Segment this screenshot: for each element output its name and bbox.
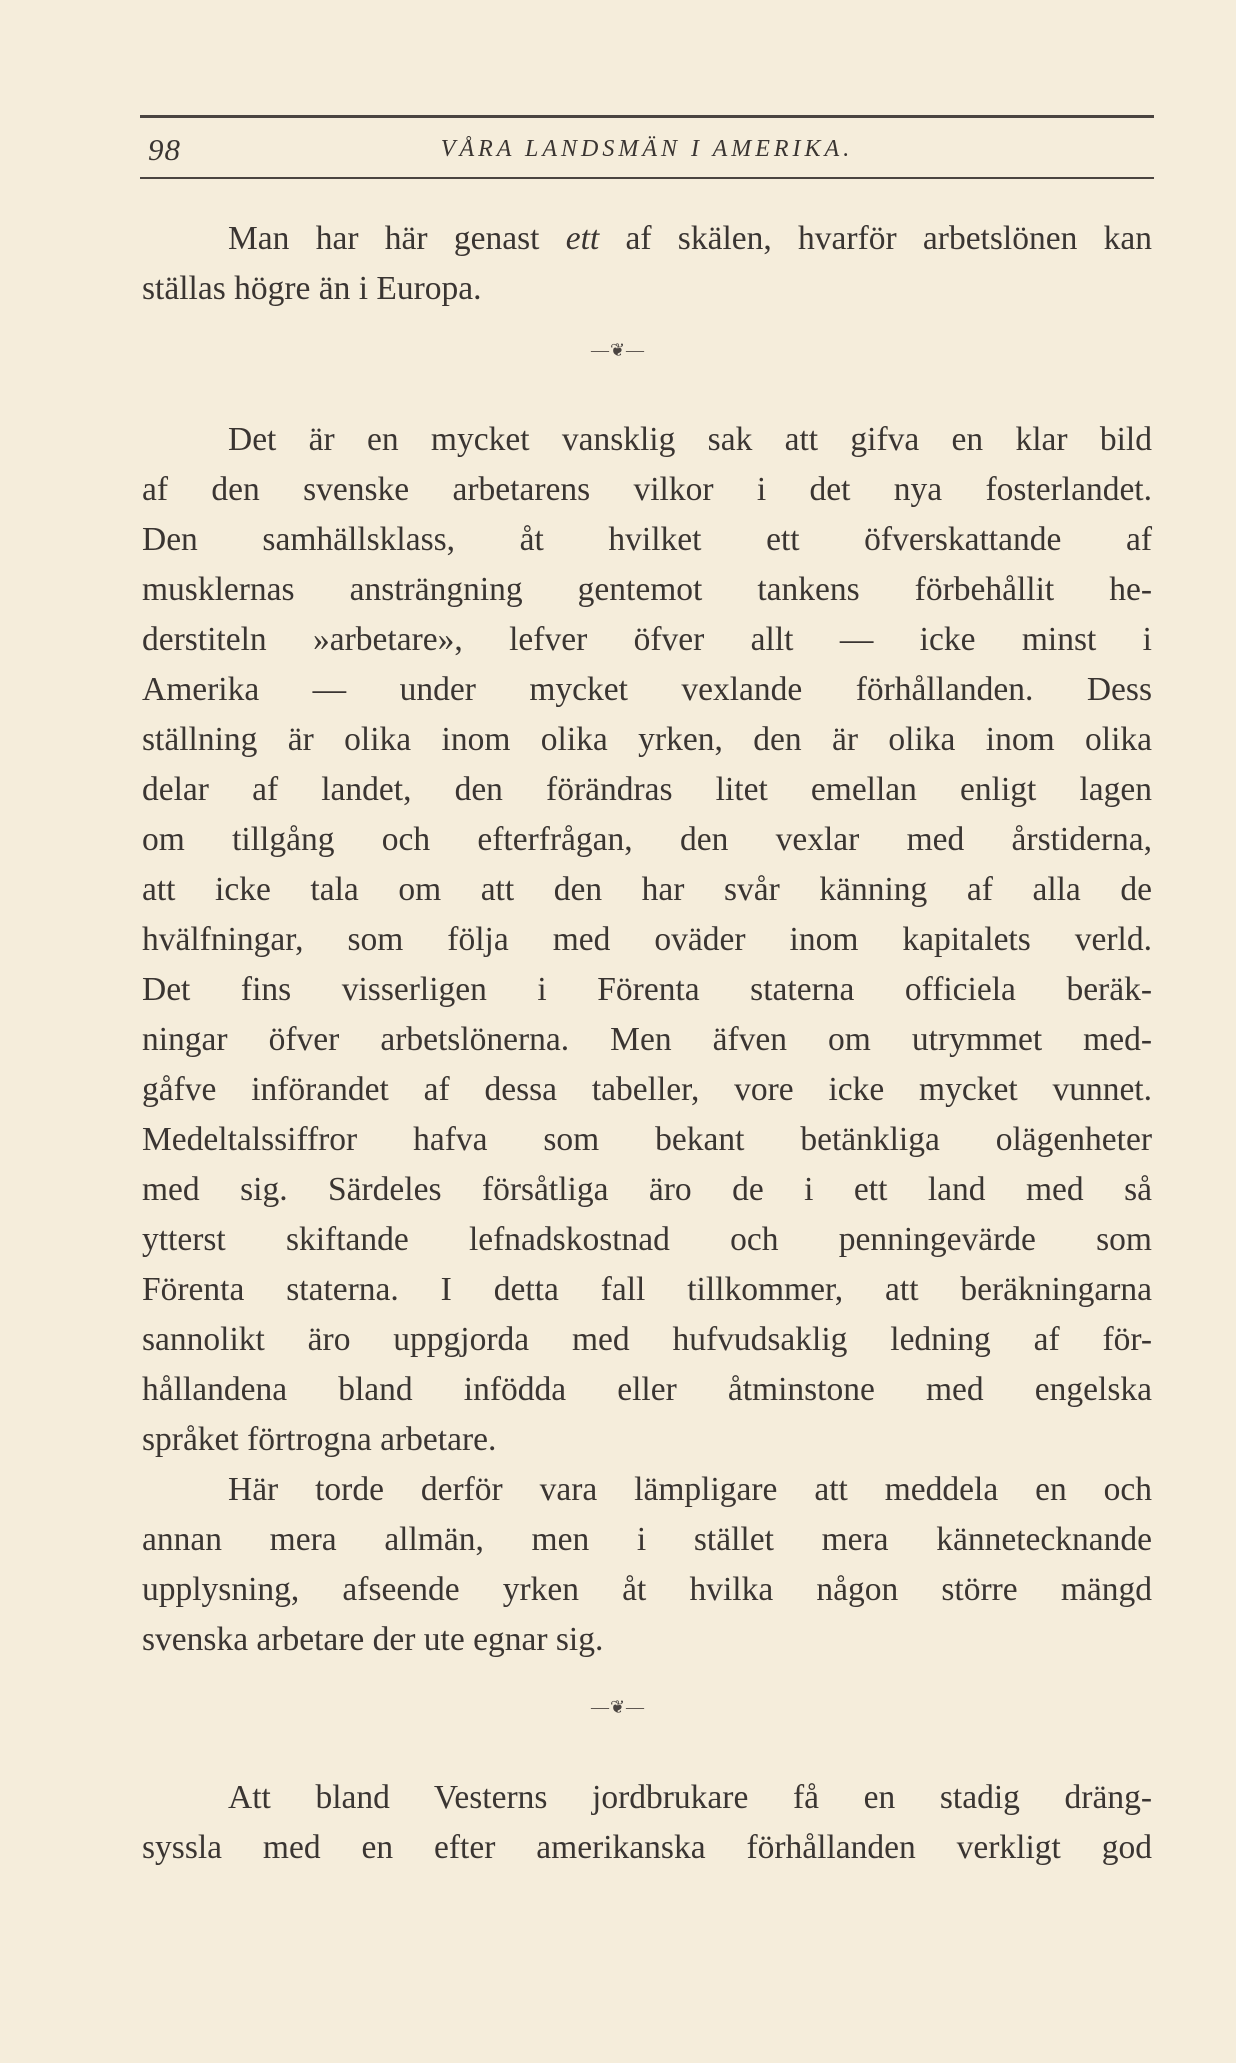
- emphasis-text: ett: [565, 220, 600, 257]
- text-line: sannolikt äro uppgjorda med hufvudsaklig ledning af för-: [142, 1321, 1152, 1358]
- text-line: ställas högre än i Europa.: [142, 270, 482, 307]
- text-line: annan mera allmän, men i stället mera kännetecknande: [142, 1521, 1152, 1558]
- text-line: hållandena bland infödda eller åtminstone med engelska: [142, 1371, 1152, 1408]
- page-number: 98: [148, 132, 181, 167]
- text-line: Det fins visserligen i Förenta staterna officiela beräk-: [142, 971, 1152, 1008]
- text-line: hvälfningar, som följa med oväder inom kapitalets verld.: [142, 921, 1152, 958]
- text-line: musklernas ansträngning gentemot tankens förbehållit he-: [142, 571, 1152, 608]
- text-line: Det är en mycket vansklig sak att gifva en klar bild: [228, 421, 1152, 458]
- text-line: ställning är olika inom olika yrken, den är olika inom olika: [142, 721, 1152, 758]
- text-line: Den samhällsklass, åt hvilket ett öfverskattande af: [142, 521, 1152, 558]
- running-title: VÅRA LANDSMÄN I AMERIKA.: [440, 136, 854, 162]
- section-ornament: —❦—: [590, 340, 646, 360]
- text-span: Man har här genast: [228, 220, 566, 257]
- text-line: [228, 214, 1152, 264]
- text-line: Här torde derför vara lämpligare att meddela en och: [228, 1471, 1152, 1508]
- text-line: gåfve införandet af dessa tabeller, vore icke mycket vunnet.: [142, 1071, 1152, 1108]
- text-line: syssla med en efter amerikanska förhållanden verkligt god: [142, 1829, 1152, 1866]
- text-span: af skälen, hvarför arbetslönen kan: [599, 220, 1152, 257]
- running-head: [140, 132, 1154, 172]
- text-line: af den svenske arbetarens vilkor i det nya fosterlandet.: [142, 471, 1152, 508]
- section-ornament: —❦—: [590, 1697, 646, 1717]
- text-line: om tillgång och efterfrågan, den vexlar med årstiderna,: [142, 821, 1152, 858]
- text-line: Att bland Vesterns jordbrukare få en stadig dräng-: [228, 1779, 1152, 1816]
- text-line: svenska arbetare der ute egnar sig.: [142, 1621, 604, 1658]
- text-line: ytterst skiftande lefnadskostnad och penningevärde som: [142, 1221, 1152, 1258]
- text-line: Amerika — under mycket vexlande förhållanden. Dess: [142, 671, 1152, 708]
- header-rule-bottom: [140, 177, 1154, 179]
- text-line: Förenta staterna. I detta fall tillkommer, att beräkningarna: [142, 1271, 1152, 1308]
- text-line: ningar öfver arbetslönerna. Men äfven om utrymmet med-: [142, 1021, 1152, 1058]
- text-line: upplysning, afseende yrken åt hvilka någon större mängd: [142, 1571, 1152, 1608]
- text-line: derstiteln »arbetare», lefver öfver allt — icke minst i: [142, 621, 1152, 658]
- text-line: Medeltalssiffror hafva som bekant betänkliga olägenheter: [142, 1121, 1152, 1158]
- header-rule-top: [140, 115, 1154, 118]
- text-line: med sig. Särdeles försåtliga äro de i ett land med så: [142, 1171, 1152, 1208]
- text-line: delar af landet, den förändras litet emellan enligt lagen: [142, 771, 1152, 808]
- text-line: att icke tala om att den har svår känning af alla de: [142, 871, 1152, 908]
- text-line: språket förtrogna arbetare.: [142, 1421, 497, 1458]
